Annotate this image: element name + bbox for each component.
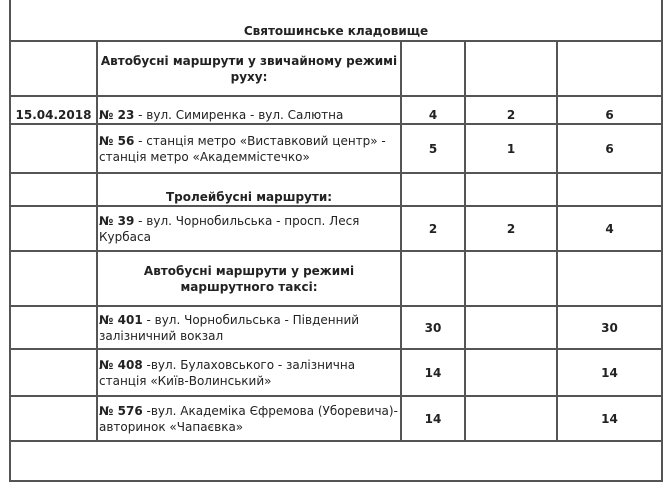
date-cell: 15.04.2018 xyxy=(10,96,97,124)
section-header-row xyxy=(10,251,662,306)
route-cell: № 23 - вул. Симиренка - вул. Салютна xyxy=(97,96,401,124)
title-row xyxy=(10,0,662,41)
table-row xyxy=(10,96,662,124)
count-a: 30 xyxy=(401,306,465,349)
count-total: 6 xyxy=(557,124,662,173)
empty-row xyxy=(10,441,662,481)
route-cell: № 576 -вул. Академіка Єфремова (Уборевича)- авторинок «Чапаєвка» xyxy=(97,396,401,441)
section-heading: Автобусні маршрути у режимі маршрутного таксі: xyxy=(97,251,401,306)
table-row xyxy=(10,349,662,396)
section-header-row xyxy=(10,41,662,96)
count-total: 14 xyxy=(557,396,662,441)
route-cell: № 408 -вул. Булаховського - залізнична станція «Київ-Волинський» xyxy=(97,349,401,396)
count-a: 14 xyxy=(401,396,465,441)
count-total: 4 xyxy=(557,206,662,251)
route-cell: № 39 - вул. Чорнобильська - просп. Леся Курбаса xyxy=(97,206,401,251)
count-b xyxy=(465,306,557,349)
count-a: 4 xyxy=(401,96,465,124)
section-heading: Тролейбусні маршрути: xyxy=(97,173,401,206)
count-b: 2 xyxy=(465,96,557,124)
count-total: 30 xyxy=(557,306,662,349)
table-row xyxy=(10,124,662,173)
count-b: 2 xyxy=(465,206,557,251)
table-row xyxy=(10,206,662,251)
count-a: 5 xyxy=(401,124,465,173)
table-row xyxy=(10,396,662,441)
count-total: 6 xyxy=(557,96,662,124)
section-header-row xyxy=(10,173,662,206)
count-total: 14 xyxy=(557,349,662,396)
cemetery-title: Святошинське кладовище xyxy=(10,0,662,41)
route-cell: № 56 - станція метро «Виставковий центр» - станція метро «Академмістечко» xyxy=(97,124,401,173)
table-row xyxy=(10,306,662,349)
routes-table xyxy=(9,0,663,482)
count-a: 14 xyxy=(401,349,465,396)
count-b xyxy=(465,349,557,396)
route-cell: № 401 - вул. Чорнобильська - Південний залізничний вокзал xyxy=(97,306,401,349)
section-heading: Автобусні маршрути у звичайному режимі руху: xyxy=(97,41,401,96)
count-b: 1 xyxy=(465,124,557,173)
count-b xyxy=(465,396,557,441)
count-a: 2 xyxy=(401,206,465,251)
